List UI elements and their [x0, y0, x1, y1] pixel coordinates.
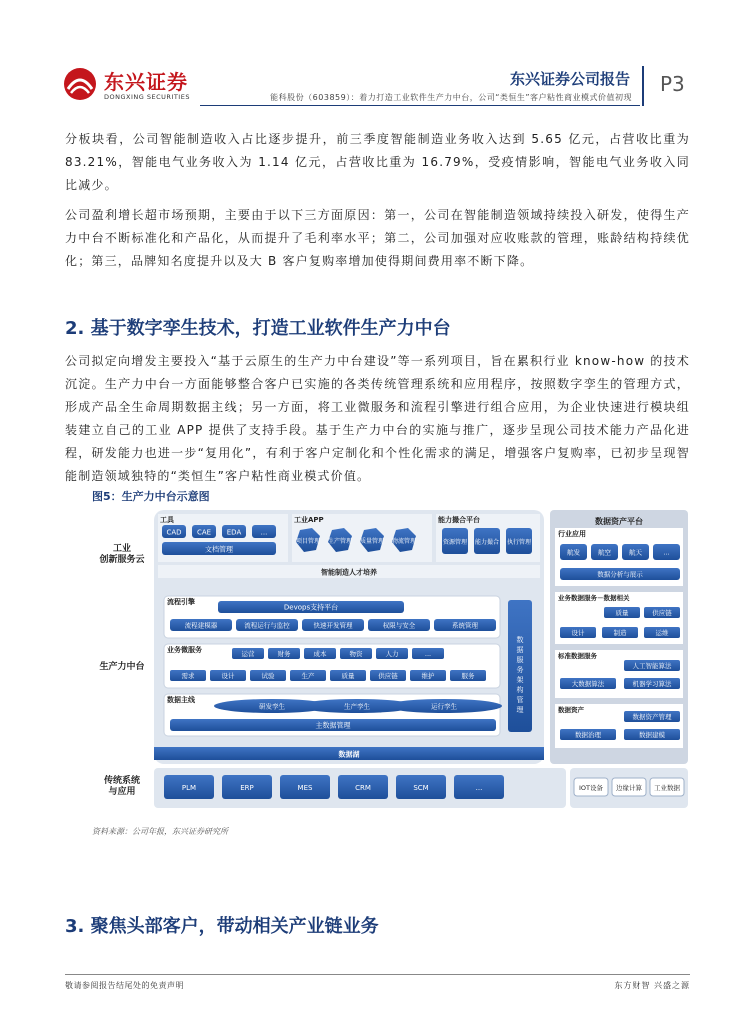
process-items: [170, 619, 496, 631]
app-2: 质量管理: [359, 538, 385, 545]
micro1-5: ...: [424, 650, 432, 658]
assets-model: 数据建模: [639, 731, 665, 739]
tools-title: 工具: [160, 516, 174, 524]
vert-ch-1: 据: [516, 646, 524, 654]
footer-disclaimer: 敬请参阅报告结尾处的免责声明: [65, 981, 184, 990]
ind-1: 航空: [598, 548, 611, 557]
biz2-2: 运维: [655, 629, 669, 637]
logo-english-text: DONGXING SECURITIES: [104, 93, 190, 101]
micro2-6: 维护: [421, 672, 435, 680]
label-platform: 生产力中台: [99, 662, 145, 672]
tool-cae: CAE: [196, 528, 212, 537]
label-cloud-1: 工业: [112, 544, 132, 554]
micro-title: 业务微服务: [167, 646, 202, 654]
talent: 智能制造人才培养: [321, 568, 377, 577]
productivity-platform-diagram: [92, 506, 690, 824]
paragraph-profit-growth: 公司盈利增长超市场预期，主要由于以下三方面原因：第一，公司在智能制造领域持续投入研发，使得生产力中台不断标准化和产品化，从而提升了毛利率水平；第二，公司加强对应收账款的管理，账龄结构持续优化；第三，品牌知名度提升以及大 B 客户复购率增加使得期间费用率不断下降。: [65, 208, 690, 268]
cap-0: 资源管理: [442, 539, 468, 546]
figure-source: 资料来源：公司年报，东兴证券研究所: [92, 827, 228, 836]
micro2-1: 设计: [221, 672, 235, 680]
proc-3: 权限与安全: [382, 621, 416, 630]
label-legacy-1: 传统系统: [103, 776, 141, 786]
legacy-r0: IOT设备: [578, 784, 604, 792]
report-title: 东兴证券公司报告: [509, 70, 630, 88]
vert-ch-6: 管: [516, 696, 524, 704]
footer-slogan: 东方财智 兴盛之源: [614, 981, 690, 990]
label-legacy-2: 与应用: [108, 787, 136, 797]
micro1-0: 运营: [241, 650, 255, 658]
tool-cad: CAD: [166, 528, 182, 537]
logo-text: 东兴证券: [104, 70, 188, 94]
vert-ch-3: 务: [516, 666, 524, 674]
master-data: 主数据管理: [315, 721, 351, 730]
vert-ch-2: 服: [516, 656, 524, 664]
biz2-1: 制造: [613, 629, 627, 637]
page-number: P3: [660, 72, 685, 96]
paragraph-platform: 公司拟定向增发主要投入“基于云原生的生产力中台建设”等一系列项目，旨在累积行业 know-how 的技术沉淀。生产力中台一方面能够整合客户已实施的各类传统管理系统和应用程序，按照数字孪生的管理方式，形成产品全生命周期数据主线；另一方面，将工业微服务和流程引擎进行组合应用，为企业快速进行模块组装建立自己的工业 APP 提供了支持手段。基于生产力中台的实施与推广，逐步呈现公司技术能力产品化进程，研发能力也进一步“复用化”，有利于客户定制化和个性化需求的满足，增强客户复购率，已初步呈现智能制造领域独特的“类恒生”客户粘性商业模式价值。: [65, 354, 690, 483]
capability-title: 能力撮合平台: [438, 516, 480, 524]
assets-mgmt: 数据资产管理: [632, 713, 672, 721]
tool-more: ...: [260, 528, 268, 537]
assets-title: 数据资产: [558, 706, 584, 714]
industry-title: 行业应用: [558, 530, 586, 538]
devops: Devops支持平台: [283, 603, 339, 612]
app-1: 生产管理: [327, 538, 353, 545]
company-logo-icon: [63, 67, 97, 101]
micro2-3: 生产: [301, 672, 315, 680]
header-vertical-bar: [642, 66, 644, 106]
micro2-7: 服务: [461, 672, 475, 680]
ind-2: 航天: [629, 548, 642, 557]
ind-0: 航发: [567, 548, 580, 557]
twin-0: 研发孪生: [259, 702, 285, 711]
header-subtitle: 能科股份（603859）：着力打造工业软件生产力中台，公司“类恒生”客户粘性商业模式价值初现: [270, 93, 632, 102]
vert-ch-5: 构: [516, 686, 524, 694]
std-ml: 机器学习算法: [632, 680, 672, 688]
proc-1: 流程运行与监控: [244, 621, 290, 630]
data-lake: 数据湖: [338, 750, 360, 759]
proc-4: 系统管理: [452, 621, 478, 630]
label-cloud-2: 创新服务云: [99, 555, 145, 565]
biz-data-title: 业务数据服务－数据相关: [558, 594, 630, 602]
assets-govern: 数据治理: [575, 731, 601, 739]
std-service-title: 标准数据服务: [558, 652, 597, 660]
biz2-0: 设计: [571, 629, 585, 637]
doc-mgmt: 文档管理: [205, 545, 233, 554]
legacy-r2: 工业数据: [654, 784, 680, 792]
micro1-4: 人力: [385, 650, 399, 658]
micro2-5: 供应链: [378, 672, 398, 680]
proc-2: 快速开发管理: [313, 621, 353, 630]
apps-title: 工业APP: [294, 516, 324, 524]
legacy-0: PLM: [181, 784, 197, 792]
app-0: 项目管理: [295, 538, 321, 545]
std-ai: 人工智能算法: [632, 662, 672, 670]
header-divider: [200, 105, 640, 106]
footer-divider: [65, 974, 690, 975]
section-heading-3: 3. 聚焦头部客户，带动相关产业链业务: [65, 916, 379, 937]
tool-eda: EDA: [226, 528, 242, 537]
micro2-0: 需求: [181, 672, 195, 680]
micro1-2: 成本: [313, 650, 327, 658]
cap-1: 能力撮合: [474, 539, 500, 546]
micro1-3: 物资: [349, 650, 363, 658]
twin-1: 生产孪生: [344, 702, 370, 711]
legacy-4: SCM: [413, 784, 429, 792]
thread-title: 数据主线: [167, 696, 195, 704]
micro2-2: 试验: [261, 672, 275, 680]
micro1-1: 财务: [277, 650, 291, 658]
legacy-2: MES: [297, 784, 313, 792]
process-title: 流程引擎: [167, 598, 195, 606]
legacy-r1: 边缘计算: [616, 784, 642, 792]
vert-ch-4: 架: [516, 676, 524, 684]
micro2-4: 质量: [341, 672, 355, 680]
asset-platform-title: 数据资产平台: [595, 517, 643, 526]
paragraph-segment-revenue: 分板块看，公司智能制造收入占比逐步提升，前三季度智能制造业务收入达到 5.65 亿元，占营收比重为 83.21%，智能电气业务收入为 1.14 亿元，占营收比重为 16.79%，受疫情影响，智能电气业务收入同比减少。: [65, 132, 690, 192]
std-big: 大数据算法: [571, 680, 605, 688]
vert-ch-7: 理: [516, 706, 524, 714]
legacy-3: CRM: [355, 784, 371, 792]
ind-bottom: 数据分析与展示: [597, 570, 643, 579]
twin-2: 运行孪生: [431, 702, 457, 711]
biz1-0: 质量: [615, 609, 629, 617]
ind-3: ...: [663, 548, 670, 557]
cap-2: 执行管理: [506, 539, 532, 546]
legacy-5: ...: [475, 784, 483, 792]
legacy-1: ERP: [240, 784, 254, 792]
app-3: 物流管理: [391, 538, 417, 545]
vert-ch-0: 数: [516, 636, 524, 644]
figure-caption: 图5：生产力中台示意图: [92, 490, 210, 503]
biz1-1: 供应链: [652, 609, 672, 617]
proc-0: 流程建模器: [184, 621, 218, 630]
section-heading-2: 2. 基于数字孪生技术，打造工业软件生产力中台: [65, 318, 451, 339]
